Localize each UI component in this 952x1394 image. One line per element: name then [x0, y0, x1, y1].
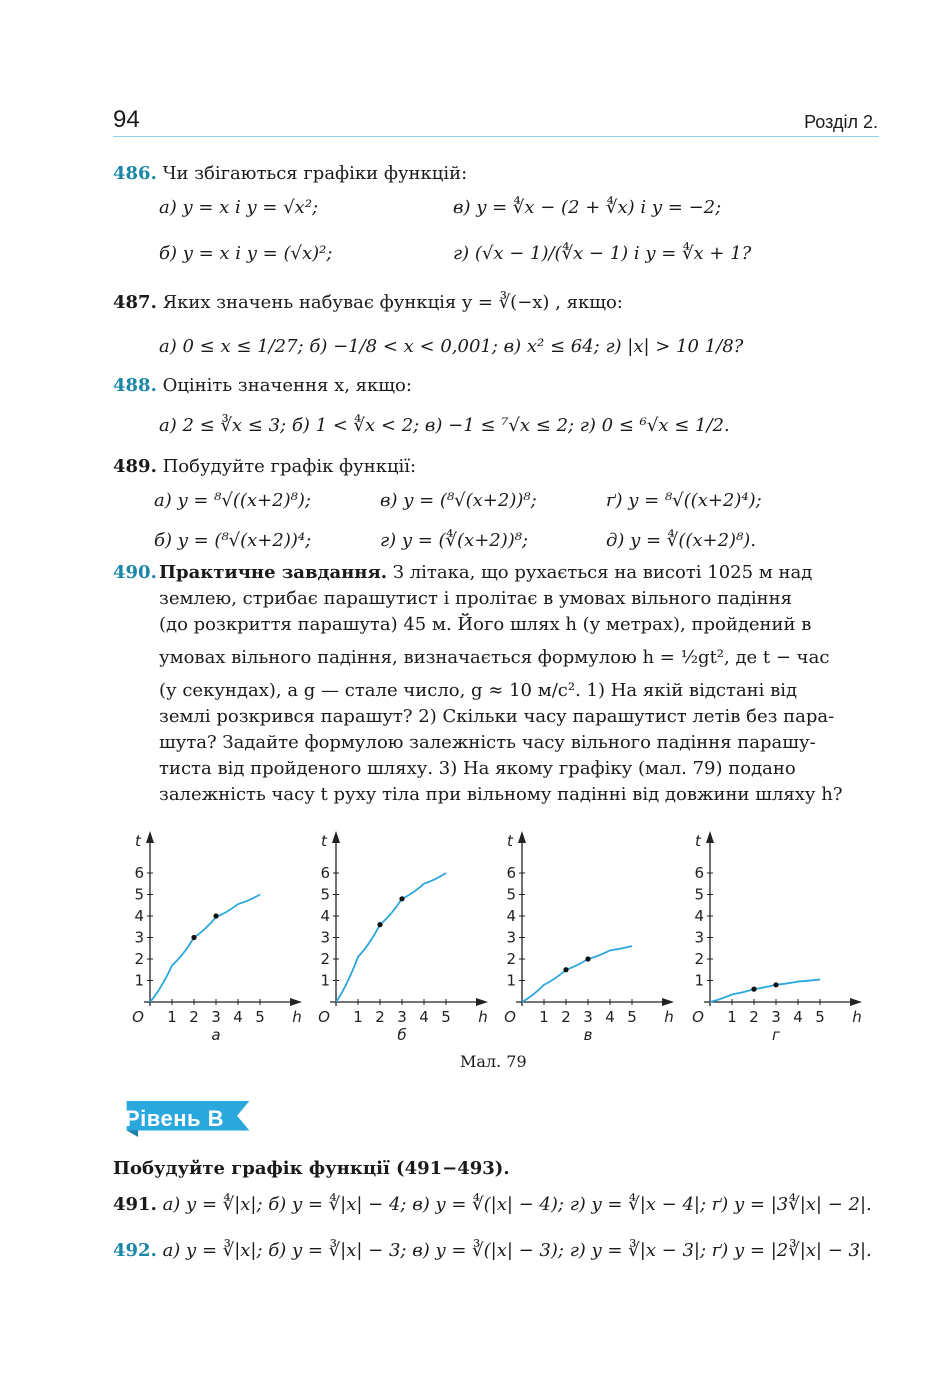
origin-label: O — [504, 1008, 516, 1026]
y-axis-label: t — [507, 832, 513, 850]
problem-number: 490. — [113, 562, 157, 583]
y-axis-arrow — [332, 831, 340, 843]
y-axis-arrow — [146, 831, 154, 843]
problem-489-a: а) y = ⁸√((x+2)⁸); — [154, 490, 311, 511]
graph-curve — [150, 895, 260, 1003]
graph-curve — [522, 946, 632, 1002]
y-tick-label: 3 — [506, 928, 516, 947]
problem-number: 488. — [113, 375, 157, 396]
x-axis-arrow — [662, 998, 674, 1006]
problem-number: 492. — [113, 1240, 157, 1261]
problem-number: 489. — [113, 456, 157, 477]
problem-489-g-prime: ґ) y = ⁸√((x+2)⁴); — [606, 490, 762, 511]
graph-point — [191, 935, 196, 940]
page-number: 94 — [113, 106, 140, 133]
graph-point — [399, 896, 404, 901]
x-tick-label: 5 — [255, 1008, 265, 1026]
y-tick-label: 4 — [134, 907, 144, 925]
problem-text: Побудуйте графік функції: — [162, 456, 417, 477]
graph-point — [773, 982, 778, 987]
y-tick-label: 5 — [134, 885, 144, 904]
graph-label: а — [211, 1026, 221, 1044]
problem-489 — [113, 456, 416, 478]
graph-point — [377, 922, 382, 927]
x-tick-label: 4 — [419, 1008, 429, 1026]
problem-486-g: г) (√x − 1)/(∜x − 1) і y = ∜x + 1? — [453, 243, 752, 264]
y-tick-label: 2 — [320, 950, 330, 968]
x-tick-label: 4 — [233, 1008, 243, 1026]
y-axis-label: t — [695, 832, 701, 850]
x-tick-label: 1 — [539, 1008, 549, 1026]
x-axis-label: h — [292, 1008, 302, 1026]
x-tick-label: 5 — [441, 1008, 451, 1026]
problem-492 — [113, 1240, 872, 1262]
graph-point — [563, 967, 568, 972]
y-tick-label: 1 — [506, 971, 516, 990]
figure-caption: Мал. 79 — [460, 1052, 527, 1071]
problem-items: а) y = ∛|x|; б) y = ∛|x| − 3; в) y = ∛(|x| − 3); г) y = ∛|x − 3|; ґ) y = |2∛|x| − 3|. — [162, 1240, 872, 1261]
problem-489-b: б) y = (⁸√(x+2))⁴; — [154, 530, 312, 551]
problem-486-b: б) y = x і y = (√x)²; — [159, 243, 333, 264]
y-tick-label: 4 — [506, 907, 516, 925]
y-tick-label: 6 — [694, 864, 704, 882]
problem-number: 491. — [113, 1194, 157, 1215]
problem-text: Оцініть значення x, якщо: — [162, 375, 412, 396]
origin-label: O — [692, 1008, 704, 1026]
problem-number: 486. — [113, 163, 157, 184]
y-tick-label: 1 — [694, 971, 704, 990]
x-tick-label: 5 — [815, 1008, 825, 1026]
problem-text: Яких значень набуває функція y = ∛(−x) , якщо: — [162, 292, 623, 313]
graph-label: в — [583, 1026, 593, 1044]
problem-items: а) y = ∜|x|; б) y = ∜|x| − 4; в) y = ∜(|x| − 4); г) y = ∜|x − 4|; ґ) y = |3∜|x| − 2|. — [162, 1194, 872, 1215]
x-tick-label: 4 — [605, 1008, 615, 1026]
problem-486-a: а) y = x і y = √x²; — [159, 197, 319, 218]
y-tick-label: 4 — [320, 907, 330, 925]
x-tick-label: 1 — [353, 1008, 363, 1026]
x-axis-label: h — [478, 1008, 488, 1026]
text-line: (до розкриття парашута) 45 м. Його шлях h (у метрах), пройдений в — [159, 614, 812, 635]
x-tick-label: 2 — [375, 1008, 385, 1026]
y-tick-label: 6 — [320, 864, 330, 882]
x-tick-label: 1 — [727, 1008, 737, 1026]
y-tick-label: 2 — [506, 950, 516, 968]
y-tick-label: 3 — [320, 928, 330, 947]
figure-79 — [120, 828, 880, 1050]
y-axis-label: t — [135, 832, 141, 850]
graph-label: б — [397, 1026, 407, 1044]
problem-488-items: а) 2 ≤ ∛x ≤ 3; б) 1 < ∜x < 2; в) −1 ≤ ⁷√x ≤ 2; г) 0 ≤ ⁶√x ≤ 1/2. — [159, 415, 730, 436]
origin-label: O — [318, 1008, 330, 1026]
x-tick-label: 3 — [211, 1008, 221, 1026]
y-tick-label: 5 — [320, 885, 330, 904]
x-axis-label: h — [664, 1008, 674, 1026]
problem-489-g: г) y = (∜(x+2))⁸; — [380, 530, 529, 551]
text-line: умовах вільного падіння, визначається формулою h = ½gt², де t − час — [159, 647, 830, 668]
y-tick-label: 6 — [506, 864, 516, 882]
x-tick-label: 2 — [749, 1008, 759, 1026]
text-line: тиста від пройденого шляху. 3) На якому графіку (мал. 79) подано — [159, 758, 796, 779]
y-tick-label: 2 — [134, 950, 144, 968]
problem-488 — [113, 375, 412, 397]
y-tick-label: 5 — [506, 885, 516, 904]
problem-486 — [113, 163, 467, 185]
y-axis-arrow — [518, 831, 526, 843]
section-title: Розділ 2. — [804, 112, 878, 132]
problem-489-v: в) y = (⁸√(x+2))⁸; — [380, 490, 537, 511]
x-tick-label: 4 — [793, 1008, 803, 1026]
x-axis-arrow — [850, 998, 862, 1006]
text-line: залежність часу t руху тіла при вільному падінні від довжини шляху h? — [159, 784, 843, 805]
level-title: Рівень В — [125, 1106, 225, 1131]
y-tick-label: 4 — [694, 907, 704, 925]
problem-number: 487. — [113, 292, 157, 313]
practical-task-title: Практичне завдання. — [159, 562, 388, 583]
y-tick-label: 5 — [694, 885, 704, 904]
x-tick-label: 3 — [397, 1008, 407, 1026]
y-tick-label: 1 — [320, 971, 330, 990]
y-tick-label: 1 — [134, 971, 144, 990]
text-line: шута? Задайте формулою залежність часу вільного падіння парашу- — [159, 732, 816, 753]
x-tick-label: 1 — [167, 1008, 177, 1026]
text-line: землею, стрибає парашутист і пролітає в умовах вільного падіння — [159, 588, 793, 609]
graph-label: г — [772, 1026, 780, 1044]
y-tick-label: 2 — [694, 950, 704, 968]
text-line: З літака, що рухається на висоті 1025 м над — [392, 562, 813, 583]
x-tick-label: 3 — [583, 1008, 593, 1026]
problem-490-text — [159, 560, 879, 808]
problem-486-v: в) y = ∜x − (2 + ∜x) і y = −2; — [453, 197, 722, 218]
text-line: землі розкрився парашут? 2) Скільки часу парашутист летів без пара- — [159, 706, 835, 727]
problem-489-d: д) y = ∜((x+2)⁸). — [606, 530, 757, 551]
problem-490-number-row — [113, 562, 157, 584]
problem-491 — [113, 1194, 872, 1216]
header-divider — [113, 136, 879, 137]
y-tick-label: 6 — [134, 864, 144, 882]
x-tick-label: 2 — [189, 1008, 199, 1026]
problem-487 — [113, 292, 623, 314]
graph-point — [751, 987, 756, 992]
task-intro: Побудуйте графік функції (491−493). — [113, 1158, 510, 1179]
x-axis-arrow — [290, 998, 302, 1006]
x-tick-label: 3 — [771, 1008, 781, 1026]
text-line: (у секундах), а g — стале число, g ≈ 10 м/с². 1) На якій відстані від — [159, 680, 798, 701]
origin-label: O — [132, 1008, 144, 1026]
x-axis-label: h — [852, 1008, 862, 1026]
x-tick-label: 5 — [627, 1008, 637, 1026]
graph-curve — [336, 873, 446, 1002]
y-axis-label: t — [321, 832, 327, 850]
y-axis-arrow — [706, 831, 714, 843]
problem-487-items: а) 0 ≤ x ≤ 1/27; б) −1/8 < x < 0,001; в) x² ≤ 64; г) |x| > 10 1/8? — [159, 336, 744, 357]
problem-text: Чи збігаються графіки функцій: — [162, 163, 468, 184]
x-axis-arrow — [476, 998, 488, 1006]
graph-point — [585, 956, 590, 961]
y-tick-label: 3 — [134, 928, 144, 947]
y-tick-label: 3 — [694, 928, 704, 947]
graph-point — [213, 913, 218, 918]
graph-curve — [710, 979, 820, 1002]
x-tick-label: 2 — [561, 1008, 571, 1026]
